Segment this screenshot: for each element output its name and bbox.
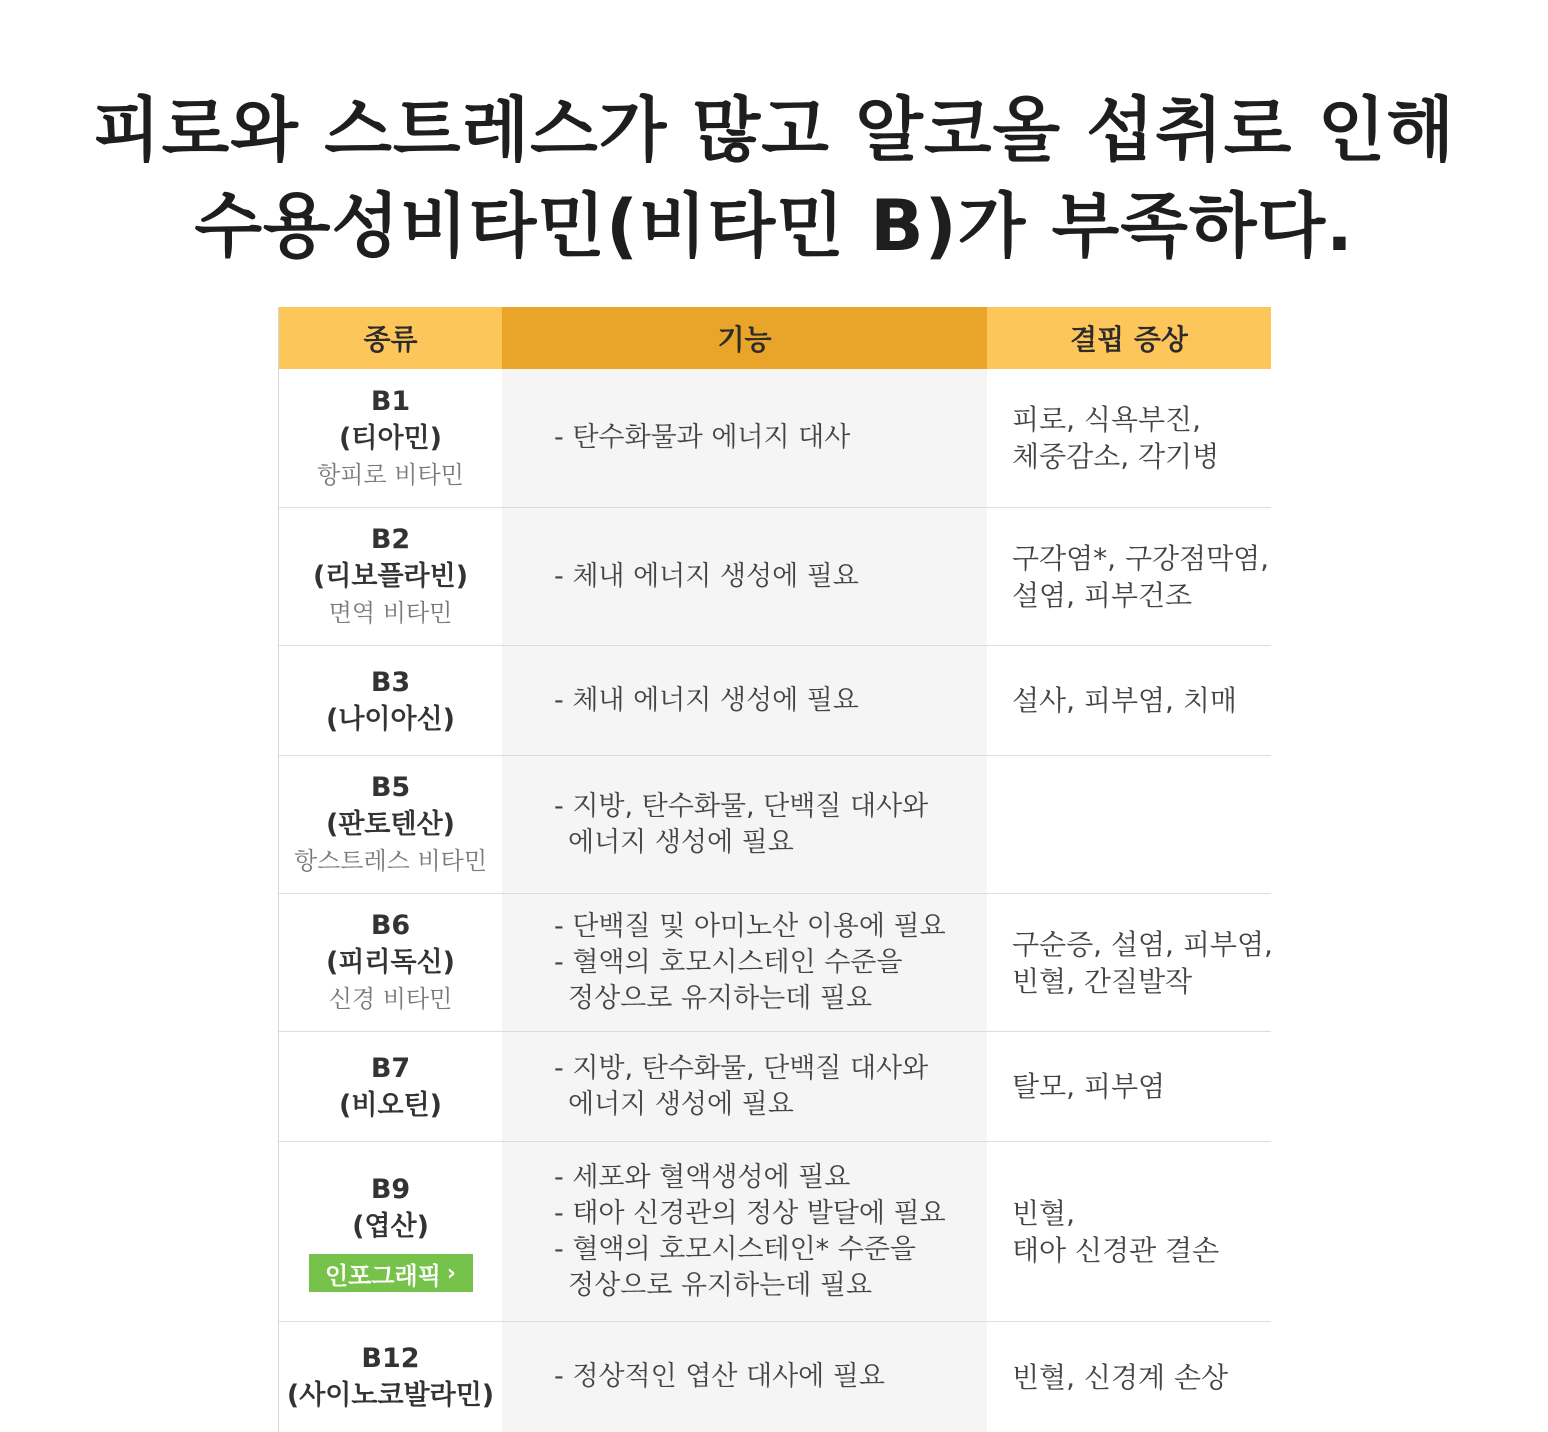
table-row [279, 894, 1271, 1032]
vitamin-cell [279, 1032, 502, 1141]
function-line: - 지방, 탄수화물, 단백질 대사와 [554, 1052, 929, 1084]
symptom-cell [987, 646, 1271, 755]
vitamin-name: (엽산) [352, 1211, 429, 1242]
table-row [279, 646, 1271, 756]
symptom-line: 빈혈, 신경계 손상 [1012, 1360, 1229, 1394]
symptom-line: 설염, 피부건조 [1012, 578, 1193, 612]
vitamin-nickname: 항피로 비타민 [317, 460, 464, 489]
function-cell [502, 508, 987, 645]
table-row [279, 1142, 1271, 1322]
function-line: - 단백질 및 아미노산 이용에 필요 [554, 910, 946, 942]
symptom-cell [987, 1142, 1271, 1321]
table-row [279, 1322, 1271, 1432]
vitamin-table [278, 307, 1271, 1432]
symptom-line: 피로, 식욕부진, [1012, 403, 1201, 436]
function-line: 정상으로 유지하는데 필요 [568, 1269, 873, 1301]
vitamin-code: B12 [361, 1343, 420, 1374]
vitamin-cell [279, 756, 502, 893]
symptom-cell [987, 1032, 1271, 1141]
vitamin-cell [279, 1142, 502, 1321]
table-row [279, 369, 1271, 508]
vitamin-name: (리보플라빈) [312, 561, 469, 592]
function-cell [502, 646, 987, 755]
chevron-right-icon: › [446, 1260, 456, 1286]
headline-line-1: 피로와 스트레스가 많고 알코올 섭취로 인해 [92, 89, 1455, 171]
symptom-line: 탈모, 피부염 [1012, 1070, 1166, 1103]
function-line: - 정상적인 엽산 대사에 필요 [554, 1361, 885, 1392]
vitamin-name: (비오틴) [339, 1089, 442, 1121]
function-cell [502, 1032, 987, 1141]
symptom-cell [987, 508, 1271, 645]
table-row [279, 1032, 1271, 1142]
function-line: 정상으로 유지하는데 필요 [568, 982, 873, 1014]
function-cell [502, 756, 987, 893]
vitamin-code: B2 [370, 524, 411, 555]
function-line: - 체내 에너지 생성에 필요 [554, 684, 859, 716]
function-cell [502, 1322, 987, 1432]
function-line: - 혈액의 호모시스테인* 수준을 [554, 1233, 916, 1265]
function-line: - 태아 신경관의 정상 발달에 필요 [554, 1197, 946, 1229]
function-line: - 세포와 혈액생성에 필요 [554, 1161, 851, 1193]
vitamin-name: (나이아신) [325, 703, 455, 735]
symptom-line: 빈혈, [1012, 1196, 1075, 1230]
vitamin-nickname: 면역 비타민 [328, 599, 453, 627]
symptom-line: 설사, 피부염, 치매 [1012, 684, 1237, 717]
vitamin-cell [279, 508, 502, 645]
symptom-cell [987, 1322, 1271, 1432]
vitamin-code: B9 [370, 1174, 411, 1205]
vitamin-name: (티아민) [339, 422, 442, 454]
symptom-cell [987, 894, 1271, 1031]
function-cell [502, 1142, 987, 1321]
vitamin-code: B3 [370, 666, 411, 698]
table-row [279, 508, 1271, 646]
page-headline [0, 82, 1548, 274]
vitamin-name: (피리독신) [325, 947, 455, 978]
vitamin-name: (사이노코발라민) [286, 1380, 495, 1411]
symptom-line: 태아 신경관 결손 [1012, 1233, 1220, 1267]
vitamin-code: B5 [370, 772, 411, 803]
header-function: 기능 [502, 307, 987, 369]
vitamin-cell [279, 369, 502, 507]
vitamin-nickname: 신경 비타민 [328, 985, 453, 1013]
symptom-cell [987, 369, 1271, 507]
table-row [279, 756, 1271, 894]
infographic-button[interactable] [309, 1254, 473, 1292]
header-type: 종류 [279, 307, 502, 369]
vitamin-code: B7 [370, 1052, 411, 1084]
function-line: - 탄수화물과 에너지 대사 [554, 422, 851, 453]
symptom-line: 구순증, 설염, 피부염, [1012, 927, 1273, 961]
vitamin-cell [279, 1322, 502, 1432]
vitamin-cell [279, 894, 502, 1031]
vitamin-code: B6 [370, 910, 411, 941]
vitamin-cell [279, 646, 502, 755]
function-line: - 혈액의 호모시스테인 수준을 [554, 946, 903, 978]
headline-line-2: 수용성비타민(비타민 B)가 부족하다. [194, 185, 1354, 267]
function-line: 에너지 생성에 필요 [568, 1088, 794, 1120]
symptom-line: 구각염*, 구강점막염, [1012, 541, 1270, 575]
vitamin-name: (판토텐산) [325, 809, 455, 840]
table-header [279, 307, 1271, 369]
function-cell [502, 369, 987, 507]
vitamin-nickname: 항스트레스 비타민 [293, 847, 488, 875]
infographic-button-label: 인포그래픽 [325, 1261, 441, 1290]
vitamin-code: B1 [370, 385, 411, 417]
symptom-line: 빈혈, 간질발작 [1012, 964, 1193, 998]
header-symptoms: 결핍 증상 [987, 307, 1271, 369]
function-line: - 체내 에너지 생성에 필요 [554, 560, 859, 592]
symptom-cell [987, 756, 1271, 893]
function-cell [502, 894, 987, 1031]
function-line: 에너지 생성에 필요 [568, 826, 794, 858]
symptom-line: 체중감소, 각기병 [1012, 440, 1220, 473]
function-line: - 지방, 탄수화물, 단백질 대사와 [554, 790, 929, 822]
